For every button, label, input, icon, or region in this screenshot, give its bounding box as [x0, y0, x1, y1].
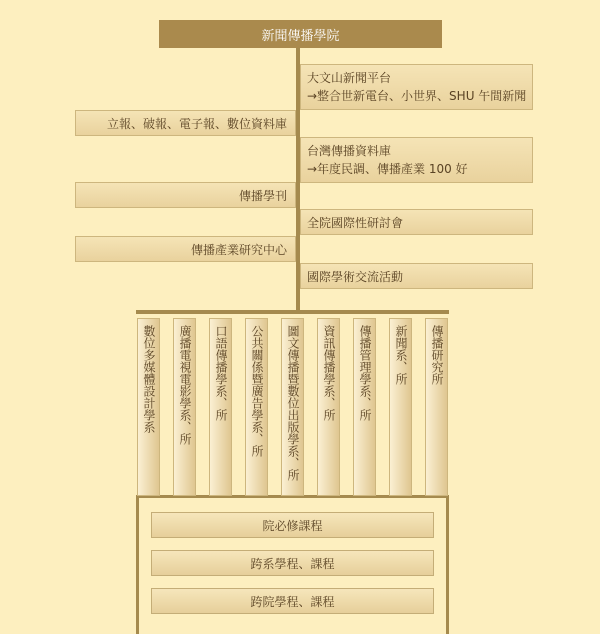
dept-digital-multimedia: 數位多媒體設計學系: [137, 318, 160, 496]
unit-intl-exchange-name: 國際學術交流活動: [307, 270, 404, 284]
college-title: 新聞傳播學院: [159, 20, 442, 48]
unit-news-platform-name: 大文山新聞平台: [307, 71, 392, 85]
dept-journalism: 新聞系、所: [389, 318, 412, 496]
unit-taiwan-database: [300, 137, 533, 183]
unit-taiwan-database-detail: →年度民調、傳播產業 100 好: [307, 162, 468, 176]
dept-graduate-communication: 傳播研究所: [425, 318, 448, 496]
unit-news-platform-detail: →整合世新電台、小世界、SHU 午間新聞: [307, 89, 527, 103]
unit-journal: 傳播學刊: [75, 182, 296, 208]
dept-public-relations: 公共關係暨廣告學系、所: [245, 318, 268, 496]
dept-communication-management: 傳播管理學系、所: [353, 318, 376, 496]
unit-intl-conference-name: 全院國際性研討會: [307, 216, 404, 230]
dept-speech-communication: 口語傳播學系、所: [209, 318, 232, 496]
course-college-required: 院必修課程: [151, 512, 434, 538]
dept-graphic-communication: 圖文傳播暨數位出版學系、所: [281, 318, 304, 496]
dept-information-communication: 資訊傳播學系、所: [317, 318, 340, 496]
unit-intl-conference: [300, 209, 533, 235]
courses-right-line: [446, 495, 449, 634]
dept-radio-tv-film: 廣播電視電影學系、所: [173, 318, 196, 496]
course-cross-college: 跨院學程、課程: [151, 588, 434, 614]
unit-newspapers: 立報、破報、電子報、數位資料庫: [75, 110, 296, 136]
unit-industry-research: 傳播產業研究中心: [75, 236, 296, 262]
courses-left-line: [136, 495, 139, 634]
unit-news-platform: [300, 64, 533, 110]
departments-top-line: [136, 310, 449, 314]
course-cross-department: 跨系學程、課程: [151, 550, 434, 576]
unit-intl-exchange: [300, 263, 533, 289]
unit-taiwan-database-name: 台灣傳播資料庫: [307, 144, 392, 158]
